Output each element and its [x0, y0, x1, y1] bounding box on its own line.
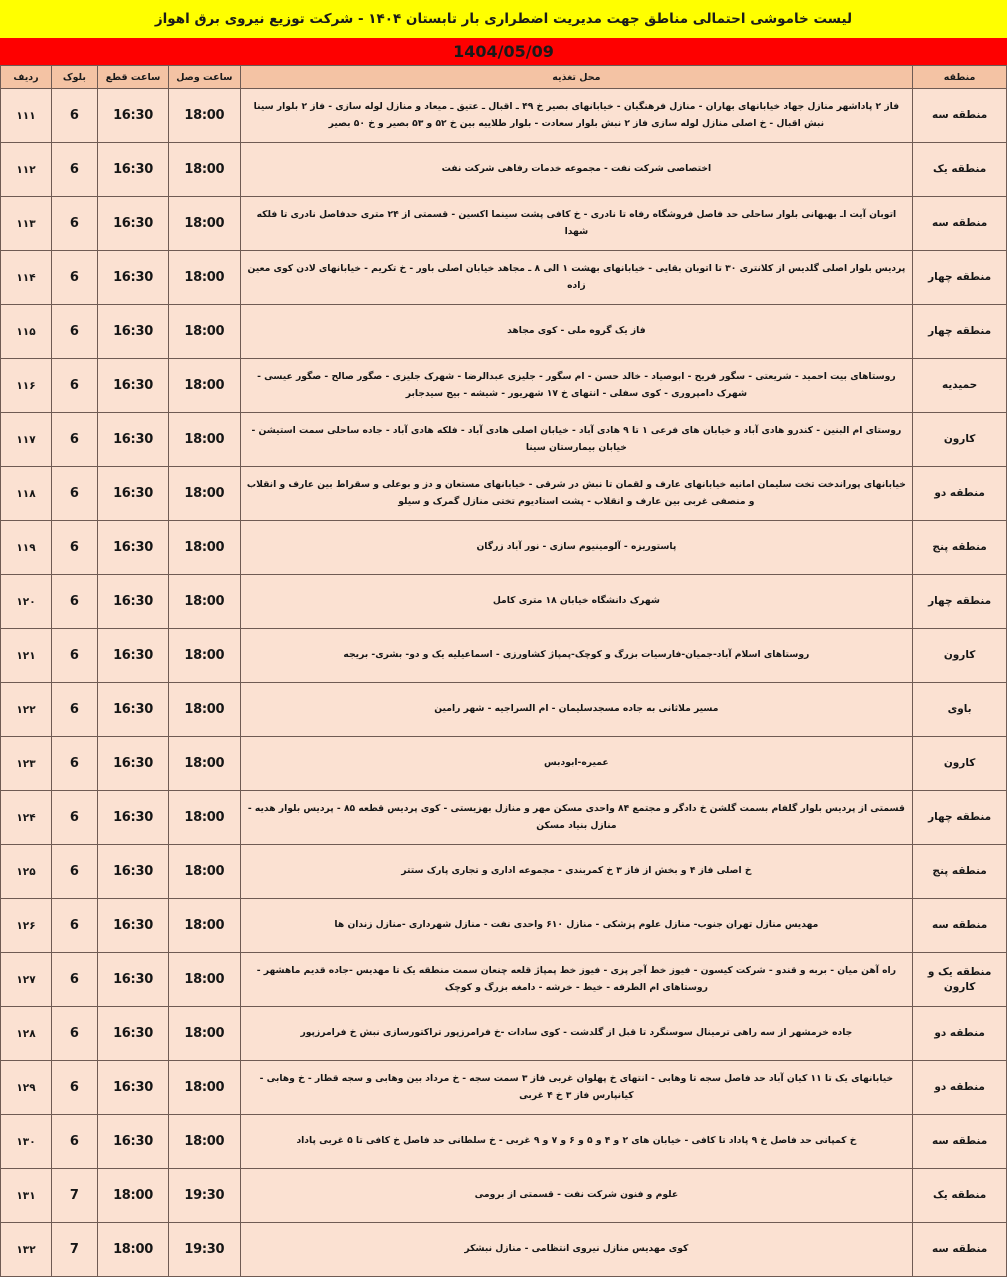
cell-block: 6 — [51, 89, 97, 143]
cell-row-number: ۱۱۹ — [1, 521, 52, 575]
cell-place: روستاهای اسلام آباد-جمیان-فارسیات بزرگ و کوچک-پمپاژ کشاورزی - اسماعیلیه یک و دو- بشری- بریجه — [240, 629, 913, 683]
table-row — [1, 575, 1007, 629]
cell-region: منطقه چهار — [913, 305, 1007, 359]
table-row — [1, 1115, 1007, 1169]
cell-off-time: 16:30 — [97, 629, 168, 683]
cell-region: کارون — [913, 737, 1007, 791]
table-row — [1, 845, 1007, 899]
cell-on-time: 18:00 — [169, 413, 240, 467]
cell-row-number: ۱۲۳ — [1, 737, 52, 791]
cell-block: 7 — [51, 1169, 97, 1223]
cell-place: اختصاصی شرکت نفت - مجموعه خدمات رفاهی شرکت نفت — [240, 143, 913, 197]
title-banner — [0, 0, 1007, 38]
page-title: لیست خاموشی احتمالی مناطق جهت مدیریت اضطراری بار تابستان ۱۴۰۴ - شرکت توزیع نیروی برق اهواز — [154, 10, 853, 27]
column-header-region: منطقه — [913, 66, 1007, 89]
cell-block: 6 — [51, 413, 97, 467]
cell-place: خیابانهای پوراندخت تخت سلیمان امانیه خیابانهای عارف و لقمان تا نبش در شرقی - خیابانهای مستعان و دز و بوعلی و سقراط بین عارف و انقلاب و منصفی غربی بین عارف و انقلاب - پشت استادیوم تختی منازل گمرک و سیلو — [240, 467, 913, 521]
cell-block: 6 — [51, 575, 97, 629]
cell-block: 6 — [51, 683, 97, 737]
cell-row-number: ۱۲۴ — [1, 791, 52, 845]
cell-on-time: 18:00 — [169, 845, 240, 899]
cell-block: 6 — [51, 1115, 97, 1169]
cell-on-time: 18:00 — [169, 737, 240, 791]
table-row — [1, 683, 1007, 737]
cell-off-time: 16:30 — [97, 737, 168, 791]
cell-place: جاده خرمشهر از سه راهی ترمینال سوسنگرد تا قبل از گلدشت - کوی سادات -خ فرامرزپور تراکتورسازی نبش خ فرامرزپور — [240, 1007, 913, 1061]
table-row — [1, 629, 1007, 683]
cell-on-time: 18:00 — [169, 305, 240, 359]
cell-row-number: ۱۲۹ — [1, 1061, 52, 1115]
cell-off-time: 16:30 — [97, 575, 168, 629]
cell-on-time: 18:00 — [169, 467, 240, 521]
cell-off-time: 18:00 — [97, 1223, 168, 1277]
table-row — [1, 197, 1007, 251]
cell-row-number: ۱۲۵ — [1, 845, 52, 899]
table-row — [1, 89, 1007, 143]
cell-region: حمیدیه — [913, 359, 1007, 413]
cell-off-time: 16:30 — [97, 1115, 168, 1169]
cell-off-time: 16:30 — [97, 1061, 168, 1115]
cell-row-number: ۱۲۷ — [1, 953, 52, 1007]
cell-block: 6 — [51, 359, 97, 413]
cell-on-time: 19:30 — [169, 1223, 240, 1277]
cell-off-time: 16:30 — [97, 413, 168, 467]
cell-block: 6 — [51, 737, 97, 791]
cell-off-time: 16:30 — [97, 89, 168, 143]
cell-place: قسمتی از پردیس بلوار گلفام بسمت گلشن خ دادگر و مجتمع ۸۴ واحدی مسکن مهر و منازل بهزیستی - کوی پردیس قطعه ۸۵ - پردیس بلوار هدیه - منازل بنیاد مسکن — [240, 791, 913, 845]
cell-place: روستای ام البنین - کندرو هادی آباد و خیابان های فرعی ۱ تا ۹ هادی آباد - خیابان اصلی هادی آباد - فلکه هادی آباد - جاده ساحلی سمت استیشن - خیابان بیمارستان سینا — [240, 413, 913, 467]
cell-row-number: ۱۱۷ — [1, 413, 52, 467]
table-row — [1, 359, 1007, 413]
cell-region: منطقه سه — [913, 1223, 1007, 1277]
cell-on-time: 18:00 — [169, 251, 240, 305]
cell-row-number: ۱۲۲ — [1, 683, 52, 737]
cell-on-time: 18:00 — [169, 359, 240, 413]
cell-block: 6 — [51, 1061, 97, 1115]
cell-off-time: 16:30 — [97, 467, 168, 521]
cell-region: منطقه سه — [913, 89, 1007, 143]
cell-region: منطقه پنج — [913, 845, 1007, 899]
table-row — [1, 1223, 1007, 1277]
cell-row-number: ۱۳۱ — [1, 1169, 52, 1223]
cell-on-time: 18:00 — [169, 1007, 240, 1061]
cell-on-time: 18:00 — [169, 899, 240, 953]
cell-block: 6 — [51, 467, 97, 521]
table-header — [1, 66, 1007, 89]
cell-block: 6 — [51, 1007, 97, 1061]
cell-row-number: ۱۱۲ — [1, 143, 52, 197]
cell-place: مسیر ملاثانی به جاده مسجدسلیمان - ام السراجیه - شهر رامین — [240, 683, 913, 737]
cell-region: کارون — [913, 413, 1007, 467]
cell-on-time: 18:00 — [169, 629, 240, 683]
table-row — [1, 1169, 1007, 1223]
cell-place: کوی مهدیس منازل نیروی انتظامی - منازل نبشکر — [240, 1223, 913, 1277]
table-row — [1, 1007, 1007, 1061]
cell-off-time: 16:30 — [97, 359, 168, 413]
cell-row-number: ۱۳۲ — [1, 1223, 52, 1277]
cell-off-time: 16:30 — [97, 197, 168, 251]
cell-row-number: ۱۳۰ — [1, 1115, 52, 1169]
cell-row-number: ۱۲۱ — [1, 629, 52, 683]
cell-region: منطقه چهار — [913, 575, 1007, 629]
table-row — [1, 953, 1007, 1007]
cell-place: علوم و فنون شرکت نفت - قسمتی از برومی — [240, 1169, 913, 1223]
cell-place: پردیس بلوار اصلی گلدیس از کلانتری ۳۰ تا اتوبان بقایی - خیابانهای بهشت ۱ الی ۸ ـ مجاهد خیابان اصلی باور - خ تکریم - خیابانهای لادن کوی معین زاده — [240, 251, 913, 305]
table-row — [1, 413, 1007, 467]
cell-region: باوی — [913, 683, 1007, 737]
cell-place: خ کمپانی حد فاصل خ ۹ پاداد تا کافی - خیابان های ۲ و ۴ و ۵ و ۶ و ۷ و ۹ غربی - خ سلطانی حد فاصل خ کافی تا ۵ غربی پاداد — [240, 1115, 913, 1169]
table-header-row — [1, 66, 1007, 89]
cell-off-time: 16:30 — [97, 1007, 168, 1061]
cell-block: 6 — [51, 899, 97, 953]
cell-on-time: 18:00 — [169, 575, 240, 629]
cell-region: منطقه یک و کارون — [913, 953, 1007, 1007]
cell-row-number: ۱۲۶ — [1, 899, 52, 953]
cell-place: عمیره-ابودبس — [240, 737, 913, 791]
cell-row-number: ۱۱۱ — [1, 89, 52, 143]
cell-region: منطقه یک — [913, 1169, 1007, 1223]
table-row — [1, 1061, 1007, 1115]
cell-off-time: 16:30 — [97, 899, 168, 953]
cell-off-time: 18:00 — [97, 1169, 168, 1223]
cell-region: منطقه دو — [913, 1007, 1007, 1061]
cell-on-time: 18:00 — [169, 89, 240, 143]
table-row — [1, 737, 1007, 791]
cell-row-number: ۱۱۶ — [1, 359, 52, 413]
cell-block: 6 — [51, 629, 97, 683]
cell-on-time: 18:00 — [169, 143, 240, 197]
cell-block: 6 — [51, 521, 97, 575]
cell-on-time: 18:00 — [169, 791, 240, 845]
cell-on-time: 18:00 — [169, 683, 240, 737]
cell-row-number: ۱۲۸ — [1, 1007, 52, 1061]
cell-region: کارون — [913, 629, 1007, 683]
cell-off-time: 16:30 — [97, 521, 168, 575]
cell-off-time: 16:30 — [97, 845, 168, 899]
schedule-date: 1404/05/09 — [453, 42, 554, 61]
table-body — [1, 89, 1007, 1277]
cell-off-time: 16:30 — [97, 251, 168, 305]
cell-on-time: 18:00 — [169, 953, 240, 1007]
cell-off-time: 16:30 — [97, 683, 168, 737]
cell-block: 6 — [51, 251, 97, 305]
table-row — [1, 791, 1007, 845]
cell-block: 7 — [51, 1223, 97, 1277]
column-header-row: ردیف — [1, 66, 52, 89]
cell-place: راه آهن میان - بربه و قندو - شرکت کیسون - فیوز خط آجر پزی - فیوز خط پمپاژ قلعه چنعان سمت منطقه یک تا مهدیس -جاده قدیم ماهشهر - روستاهای ام الطرفه - خیط - خرشه - دامغه بزرگ و کوچک — [240, 953, 913, 1007]
cell-off-time: 16:30 — [97, 305, 168, 359]
cell-block: 6 — [51, 791, 97, 845]
cell-region: منطقه سه — [913, 899, 1007, 953]
cell-place: مهدیس منازل تهران جنوب- منازل علوم پزشکی - منازل ۶۱۰ واحدی نفت - منازل شهرداری -منازل زندان ها — [240, 899, 913, 953]
cell-region: منطقه سه — [913, 197, 1007, 251]
cell-on-time: 18:00 — [169, 521, 240, 575]
column-header-block: بلوک — [51, 66, 97, 89]
cell-place: شهرک دانشگاه خیابان ۱۸ متری کامل — [240, 575, 913, 629]
cell-block: 6 — [51, 953, 97, 1007]
cell-off-time: 16:30 — [97, 143, 168, 197]
cell-place: روستاهای بیت احمید - شریعتی - سگور فریح - ابوصیاد - خالد حسن - ام سگور - جلیزی عبدالرضا - شهرک جلیزی - صگور صالح - صگور عیسی - شهرک دامپروری - کوی سفلی - انتهای خ ۱۷ شهریور - شیشه - بیج سیدجابر — [240, 359, 913, 413]
cell-region: منطقه چهار — [913, 251, 1007, 305]
cell-on-time: 18:00 — [169, 1115, 240, 1169]
cell-place: خیابانهای یک تا ۱۱ کیان آباد حد فاصل سجه تا وهابی - انتهای خ پهلوان غربی فاز ۳ سمت سجه - خ مرداد بین وهابی و سجه قطار - خ وهابی - کیانپارس فاز ۳ خ ۴ غربی — [240, 1061, 913, 1115]
column-header-on-time: ساعت وصل — [169, 66, 240, 89]
cell-on-time: 19:30 — [169, 1169, 240, 1223]
table-row — [1, 251, 1007, 305]
cell-on-time: 18:00 — [169, 197, 240, 251]
table-row — [1, 143, 1007, 197]
cell-row-number: ۱۲۰ — [1, 575, 52, 629]
table-row — [1, 305, 1007, 359]
cell-place: فاز یک گروه ملی - کوی مجاهد — [240, 305, 913, 359]
cell-row-number: ۱۱۴ — [1, 251, 52, 305]
cell-region: منطقه دو — [913, 1061, 1007, 1115]
cell-row-number: ۱۱۵ — [1, 305, 52, 359]
column-header-place: محل تغذیه — [240, 66, 913, 89]
date-banner — [0, 38, 1007, 65]
column-header-off-time: ساعت قطع — [97, 66, 168, 89]
cell-region: منطقه چهار — [913, 791, 1007, 845]
cell-region: منطقه دو — [913, 467, 1007, 521]
cell-place: پاستوریزه - آلومینیوم سازی - نور آباد زرگان — [240, 521, 913, 575]
cell-on-time: 18:00 — [169, 1061, 240, 1115]
outage-table — [0, 65, 1007, 1277]
cell-region: منطقه یک — [913, 143, 1007, 197]
cell-row-number: ۱۱۸ — [1, 467, 52, 521]
table-row — [1, 467, 1007, 521]
table-row — [1, 521, 1007, 575]
cell-block: 6 — [51, 305, 97, 359]
cell-place: اتوبان آیت اـ بهبهانی بلوار ساحلی حد فاصل فروشگاه رفاه تا نادری - خ کافی پشت سینما اکسین - قسمتی از ۲۴ متری حدفاصل نادری تا فلکه شهدا — [240, 197, 913, 251]
cell-place: فاز ۲ پاداشهر منازل جهاد خیابانهای بهاران - منازل فرهنگیان - خیابانهای بصیر خ ۴۹ ـ اقبال ـ عتیق ـ میعاد و منازل لوله سازی - فاز ۲ بلوار سینا نبش اقبال - خ اصلی منازل لوله سازی فاز ۲ نبش بلوار سعادت - بلوار طلاییه بین خ ۵۲ و ۵۳ بصیر و خ ۵۰ بصیر — [240, 89, 913, 143]
table-row — [1, 899, 1007, 953]
cell-off-time: 16:30 — [97, 791, 168, 845]
cell-off-time: 16:30 — [97, 953, 168, 1007]
cell-block: 6 — [51, 845, 97, 899]
cell-place: خ اصلی فاز ۴ و بخش از فاز ۳ خ کمربندی - مجموعه اداری و تجاری پارک ستتر — [240, 845, 913, 899]
cell-region: منطقه سه — [913, 1115, 1007, 1169]
cell-block: 6 — [51, 197, 97, 251]
cell-block: 6 — [51, 143, 97, 197]
cell-region: منطقه پنج — [913, 521, 1007, 575]
cell-row-number: ۱۱۳ — [1, 197, 52, 251]
